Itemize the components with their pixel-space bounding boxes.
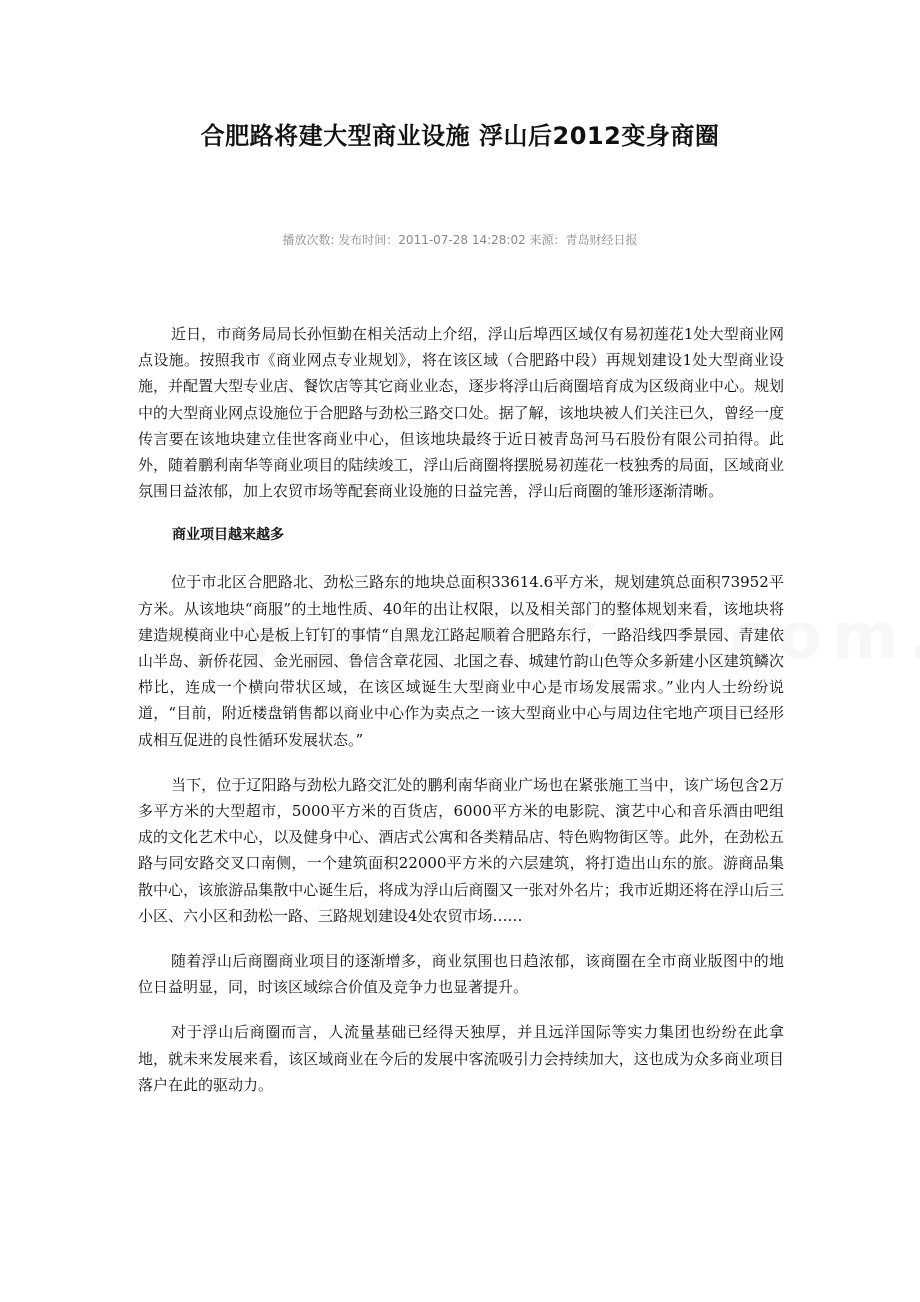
paragraph-land: 位于市北区合肥路北、劲松三路东的地块总面积33614.6平方米，规划建筑总面积73952平方米。从该地块“商服”的土地性质、40年的出让权限，以及相关部门的整体规划来看，该地块将建造规模商业中心是板上钉钉的事情“自黑龙江路起顺着合肥路东行，一路沿线四季景园、青建依山半岛、新侨花园、金光丽园、鲁信含章花园、北国之春、城建竹韵山色等众多新建小区建筑鳞次栉比，连成一个横向带状区域，在该区域诞生大型商业中心是市场发展需求。”业内人士纷纷说道，“目前，附近楼盘销售都以商业中心作为卖点之一该大型商业中心与周边住宅地产项目已经形成相互促进的良性循环发展状态。” <box>138 573 784 749</box>
article-meta: 播放次数: 发布时间：2011-07-28 14:28:02 来源：青岛财经日报 <box>282 233 638 247</box>
article-body <box>138 321 784 1117</box>
paragraph-status: 随着浮山后商圈商业项目的逐渐增多，商业氛围也日趋浓郁，该商圈在全市商业版图中的地位日益明显，同，时该区域综合价值及竞争力也显著提升。 <box>138 952 784 997</box>
paragraph-intro: 近日，市商务局局长孙恒勤在相关活动上介绍，浮山后埠西区域仅有易初莲花1处大型商业网点设施。按照我市《商业网点专业规划》，将在该区域（合肥路中段）再规划建设1处大型商业设施，并配置大型专业店、餐饮店等其它商业业态，逐步将浮山后商圈培育成为区级商业中心。规划中的大型商业网点设施位于合肥路与劲松三路交口处。据了解，该地块被人们关注已久，曾经一度传言要在该地块建立佳世客商业中心，但该地块最终于近日被青岛河马石股份有限公司拍得。此外，随着鹏利南华等商业项目的陆续竣工，浮山后商圈将摆脱易初莲花一枝独秀的局面，区域商业氛围日益浓郁，加上农贸市场等配套商业设施的日益完善，浮山后商圈的雏形逐渐清晰。 <box>138 325 784 501</box>
paragraph-outlook: 对于浮山后商圈而言，人流量基础已经得天独厚，并且远洋国际等实力集团也纷纷在此拿地，就未来发展来看，该区域商业在今后的发展中客流吸引力会持续加大，这也成为众多商业项目落户在此的驱动力。 <box>138 1023 784 1094</box>
paragraph-projects: 当下，位于辽阳路与劲松九路交汇处的鹏利南华商业广场也在紧张施工当中，该广场包含2万多平方米的大型超市，5000平方米的百货店，6000平方米的电影院、演艺中心和音乐酒由吧组成的文化艺术中心，以及健身中心、酒店式公寓和各类精品店、特色购物街区等。此外，在劲松五路与同安路交叉口南侧，一个建筑面积22000平方米的六层建筑，将打造出山东的旅。游商品集散中心，该旅游品集散中心诞生后，将成为浮山后商圈又一张对外名片；我市近期还将在浮山后三小区、六小区和劲松一路、三路规划建设4处农贸市场…… <box>138 775 784 925</box>
section-heading: 商业项目越来越多 <box>172 527 284 544</box>
article-title: 合肥路将建大型商业设施 浮山后2012变身商圈 <box>200 122 720 150</box>
